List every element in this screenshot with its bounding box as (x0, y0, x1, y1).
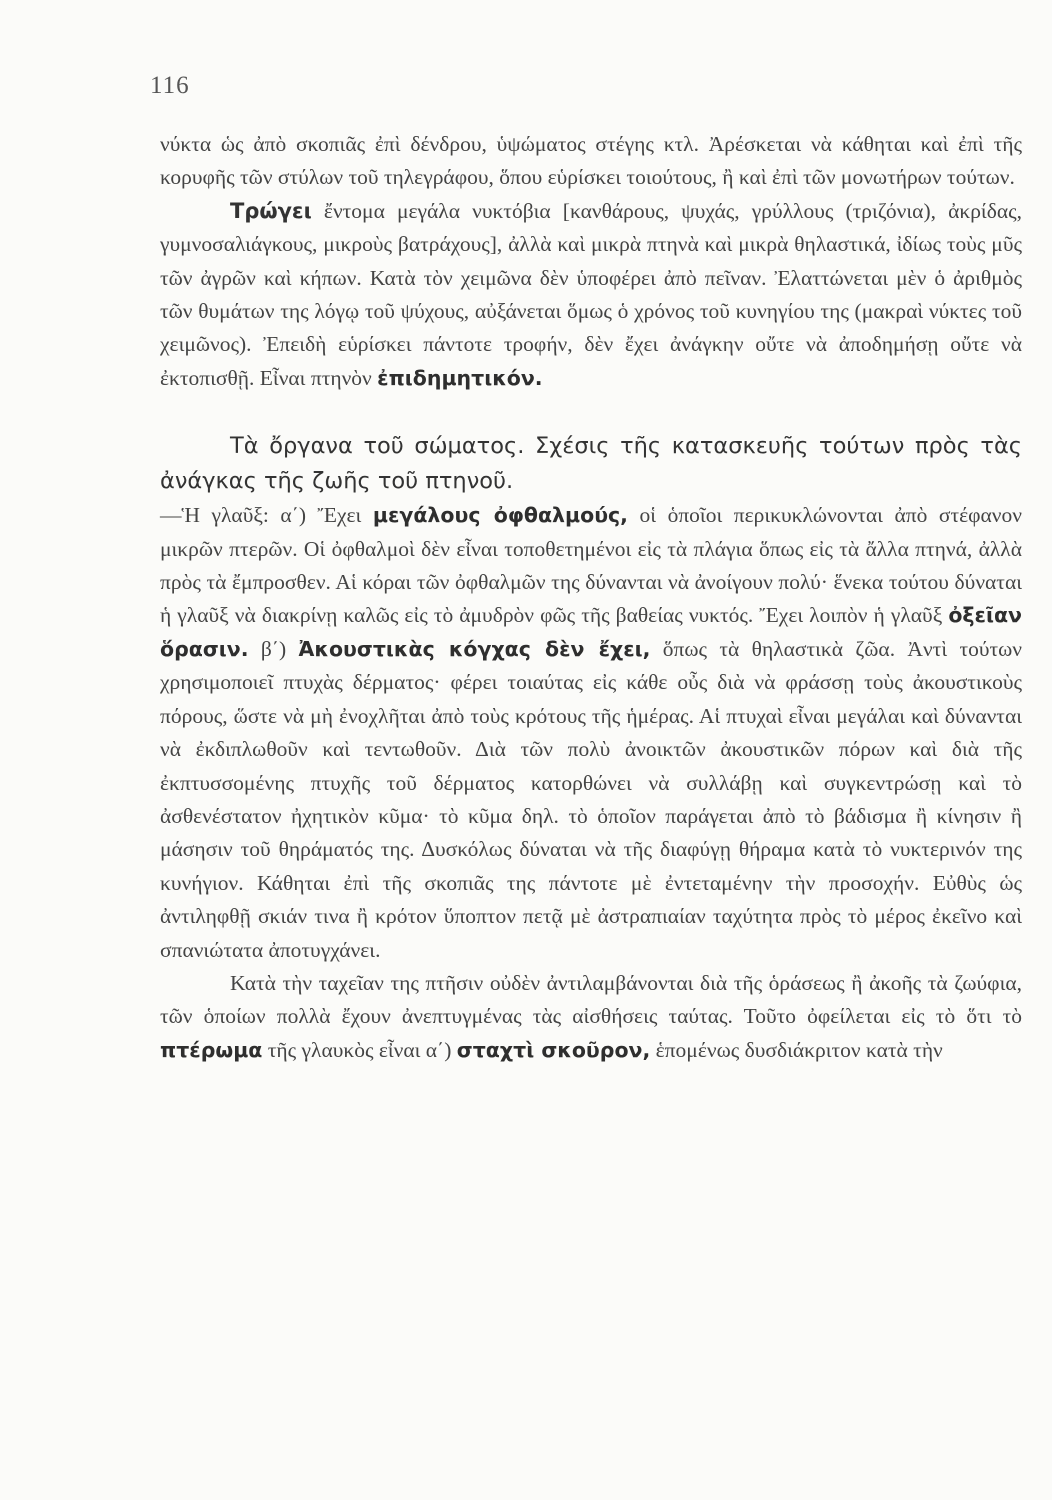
organs-text-1: —Ἡ γλαῦξ: α΄) Ἔχει (160, 503, 373, 528)
page-number: 116 (150, 72, 190, 99)
paragraph-perching: νύκτα ὡς ἀπὸ σκοπιᾶς ἐπὶ δένδρου, ὑψώματος στέγης κτλ. Ἀρέσκεται νὰ κάθηται καὶ ἐπὶ τῆς κορυφῆς τῶν στύλων τοῦ τηλεγράφου, ὅπου εὑρίσκει τοιούτους, ἢ καὶ ἐπὶ τῶν μονωτήρων τούτων. (160, 132, 1022, 190)
plumage-term: πτέρωμα (160, 1037, 263, 1062)
plumage-text-1: Κατὰ τὴν ταχεῖαν της πτῆσιν οὐδὲν ἀντιλαμβάνονται διὰ τῆς ὁράσεως ἢ ἀκοῆς τὰ ζωύφια, τῶν ὁποίων πολλὰ ἔχουν ἀνεπτυγμένας τὰς αἰσθήσεις ταύτας. Τοῦτο ὀφείλεται εἰς τὸ ὅτι τὸ (160, 970, 1022, 1029)
paragraph-diet (160, 195, 1022, 395)
ear-conch-term: Ἀκουστικὰς κόγχας δὲν ἔχει, (298, 636, 651, 661)
paragraph-plumage (160, 967, 1022, 1067)
body-text (160, 128, 1022, 1067)
dark-grey-term: σταχτὶ σκοῦρον, (456, 1037, 651, 1062)
organs-text-4: ὅπως τὰ θηλαστικὰ ζῶα. Ἀντὶ τούτων χρησιμοποιεῖ πτυχὰς δέρματος· φέρει τοιαύτας εἰς κάθε οὖς διὰ νὰ φράσσῃ τοὺς ἀκουστικοὺς πόρους, ὥστε νὰ μὴ ἐνοχλῆται ἀπὸ τοὺς κρότους τῆς ἡμέρας. Αἱ πτυχαὶ εἶναι μεγάλαι καὶ δύνανται νὰ ἐκδιπλωθοῦν καὶ τεντωθοῦν. Διὰ τῶν πολὺ ἀνοικτῶν ἀκουστικῶν πόρων καὶ διὰ τῆς ἐκπτυσσομένης πτυχῆς τοῦ δέρματος κατορθώνει νὰ συλλάβῃ καὶ συγκεντρώσῃ καὶ τὸ ἀσθενέστατον ἠχητικὸν κῦμα· τὸ κῦμα δηλ. τὸ ὁποῖον παράγεται ἀπὸ τὸ βάδισμα ἢ κίνησιν ἢ μάσησιν τοῦ θηράματός της. Δυσκόλως δύναται νὰ τῆς διαφύγῃ θήραμα κατὰ τὸ νυκτερινόν της κυνήγιον. Κάθηται ἐπὶ τῆς σκοπιᾶς της πάντοτε μὲ ἐντεταμένην τὴν προσοχήν. Εὐθὺς ὡς ἀντιληφθῇ σκιάν τινα ἢ κρότον ὕποπτον πετᾷ μὲ ἀστραπιαίαν ταχύτητα πρὸς τὸ μέρος ἐκεῖνο καὶ σπανιώτατα ἀποτυγχάνει. (160, 636, 1023, 962)
plumage-text-2: τῆς γλαυκὸς εἶναι α΄) (262, 1037, 457, 1062)
paragraph-organs (160, 499, 1022, 967)
organs-text-2: οἱ ὁποῖοι περικυκλώνονται ἀπὸ στέφανον μικρῶν πτερῶν. Οἱ ὀφθαλμοὶ δὲν εἶναι τοποθετημένοι εἰς τὰ πλάγια ὅπως εἰς τὰ ἄλλα πτηνά, ἀλλὰ πρὸς τὰ ἔμπροσθεν. Αἱ κόραι τῶν ὀφθαλμῶν της δύνανται νὰ ἀνοίγουν πολύ· ἕνεκα τούτου δύναται ἡ γλαῦξ νὰ διακρίνῃ καλῶς εἰς τὸ ἀμυδρὸν φῶς τῆς βαθείας νυκτός. Ἔχει λοιπὸν ἡ γλαῦξ (160, 503, 1022, 628)
diet-lead-word: Τρώγει (230, 198, 312, 223)
resident-bird-term: ἐπιδημητικόν. (377, 365, 543, 390)
large-eyes-term: μεγάλους ὀφθαλμούς, (372, 503, 628, 528)
sharp-vision-term: ὀξεῖαν ὅρασιν. (160, 603, 1022, 661)
plumage-text-3: ἑπομένως δυσδιάκριτον κατὰ τὴν (650, 1037, 943, 1062)
section-heading-organs: Τὰ ὄργανα τοῦ σώματος. Σχέσις τῆς κατασκευῆς τούτων πρὸς τὰς ἀνάγκας τῆς ζωῆς τοῦ πτηνοῦ. (160, 433, 1022, 495)
organs-text-3: β΄) (248, 636, 299, 661)
diet-text: ἔντομα μεγάλα νυκτόβια [κανθάρους, ψυχάς, γρύλλους (τριζόνια), ἀκρίδας, γυμνοσαλιάγκους, μικροὺς βατράχους], ἀλλὰ καὶ μικρὰ πτηνὰ καὶ μικρὰ θηλαστικά, ἰδίως τοὺς μῦς τῶν ἀγρῶν καὶ κήπων. Κατὰ τὸν χειμῶνα δὲν ὑποφέρει ἀπὸ πεῖναν. Ἐλαττώνεται μὲν ὁ ἀριθμὸς τῶν θυμάτων της λόγῳ τοῦ ψύχους, αὐξάνεται ὅμως ὁ χρόνος τοῦ κυνηγίου της (μακραὶ νύκτες τοῦ χειμῶνος). Ἐπειδὴ εὑρίσκει πάντοτε τροφήν, δὲν ἔχει ἀνάγκην οὔτε νὰ ἀποδημήσῃ οὔτε νὰ ἐκτοπισθῇ. Εἶναι πτηνὸν (160, 198, 1022, 390)
